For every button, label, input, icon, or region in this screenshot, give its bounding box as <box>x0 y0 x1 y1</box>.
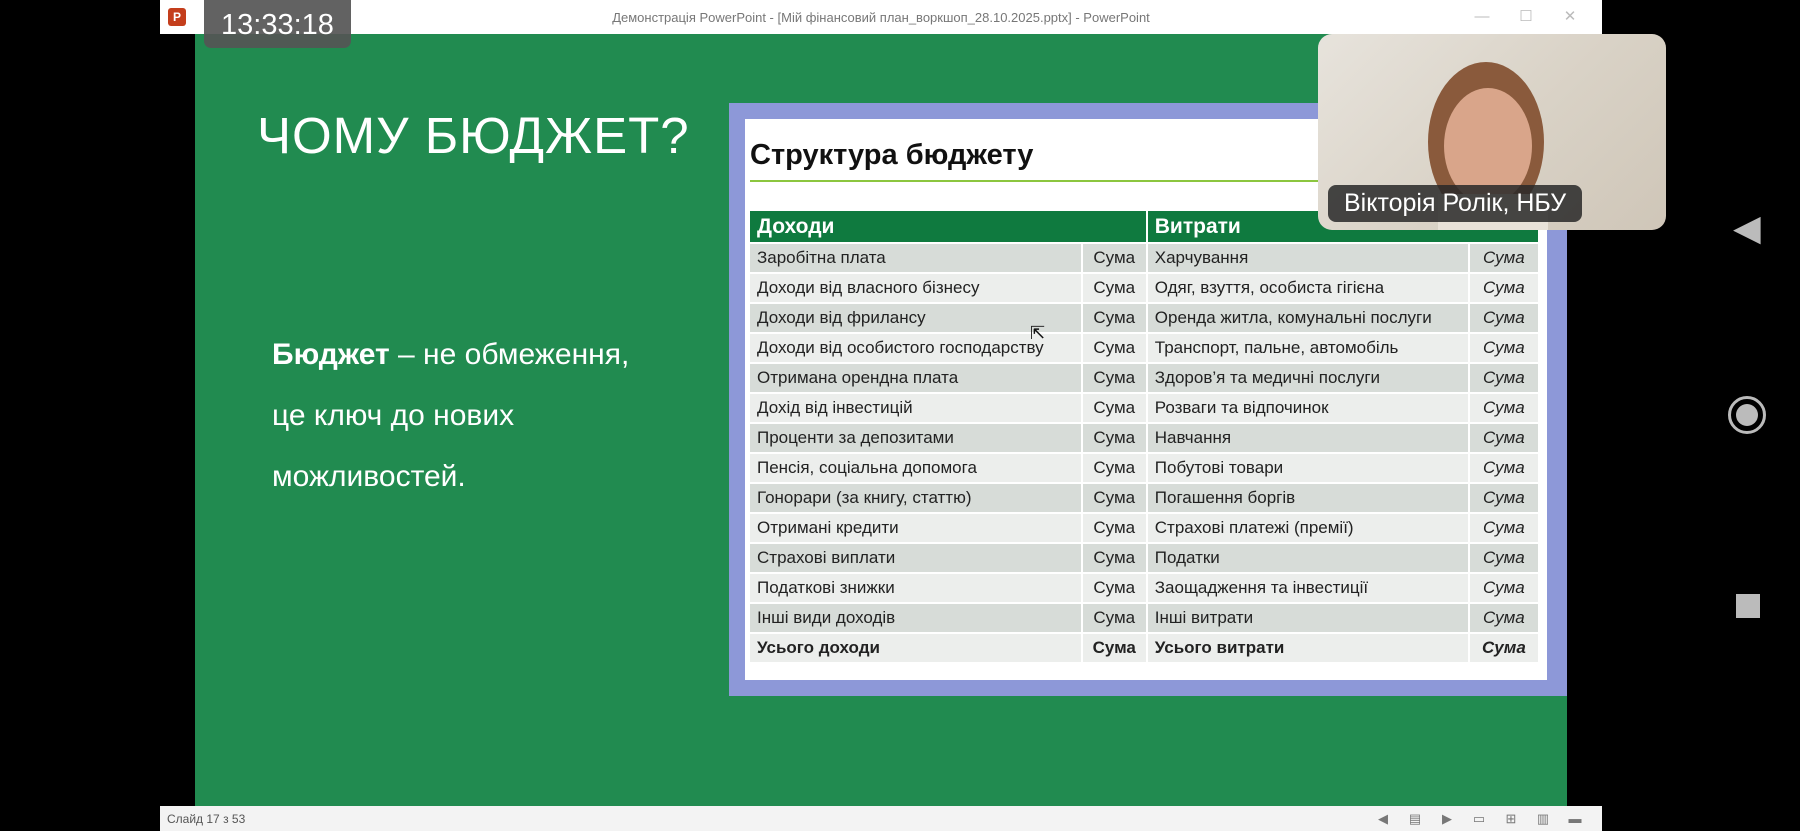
income-item: Доходи від фрилансу <box>750 304 1081 332</box>
table-row <box>750 604 1538 632</box>
expense-item: Транспорт, пальне, автомобіль <box>1148 334 1468 362</box>
income-amount: Сума <box>1083 454 1146 482</box>
table-row <box>750 454 1538 482</box>
expense-total-amount: Сума <box>1470 634 1538 662</box>
income-item: Гонорари (за книгу, статтю) <box>750 484 1081 512</box>
income-amount: Сума <box>1083 364 1146 392</box>
income-amount: Сума <box>1083 244 1146 272</box>
expense-item: Здоров’я та медичні послуги <box>1148 364 1468 392</box>
income-item: Доходи від особистого господарству <box>750 334 1081 362</box>
income-amount: Сума <box>1083 424 1146 452</box>
budget-table <box>748 209 1540 664</box>
income-total-label: Усього доходи <box>750 634 1081 662</box>
expense-item: Харчування <box>1148 244 1468 272</box>
slide-sorter-icon[interactable]: ▤ <box>1408 811 1422 826</box>
income-item: Страхові виплати <box>750 544 1081 572</box>
table-row <box>750 394 1538 422</box>
back-icon[interactable]: ◀ <box>1733 207 1761 248</box>
android-navigation-bar <box>1700 0 1800 831</box>
expense-item: Навчання <box>1148 424 1468 452</box>
slide-body-text <box>272 324 629 507</box>
income-item: Отримані кредити <box>750 514 1081 542</box>
table-row <box>750 334 1538 362</box>
slide-counter: Слайд 17 з 53 <box>167 812 246 826</box>
next-icon[interactable]: ▶ <box>1442 811 1452 826</box>
expense-amount: Сума <box>1470 424 1538 452</box>
expense-amount: Сума <box>1470 334 1538 362</box>
body-line-2: це ключ до нових <box>272 399 515 432</box>
window-controls <box>1460 6 1592 28</box>
expense-item: Інші витрати <box>1148 604 1468 632</box>
income-item: Отримана орендна плата <box>750 364 1081 392</box>
expense-item: Погашення боргів <box>1148 484 1468 512</box>
income-item: Проценти за депозитами <box>750 424 1081 452</box>
mouse-cursor-icon: ⇱ <box>1030 323 1046 343</box>
income-item: Інші види доходів <box>750 604 1081 632</box>
close-button[interactable]: ✕ <box>1563 8 1577 25</box>
slideshow-icon[interactable]: ▬ <box>1568 811 1582 826</box>
table-row <box>750 424 1538 452</box>
income-header: Доходи <box>750 211 1146 242</box>
expense-total-label: Усього витрати <box>1148 634 1468 662</box>
expense-amount: Сума <box>1470 364 1538 392</box>
income-amount: Сума <box>1083 334 1146 362</box>
expense-amount: Сума <box>1470 574 1538 602</box>
table-row <box>750 304 1538 332</box>
status-bar-icons <box>1370 810 1588 828</box>
table-row <box>750 244 1538 272</box>
table-row <box>750 364 1538 392</box>
expense-amount: Сума <box>1470 544 1538 572</box>
budget-table-heading: Структура бюджету <box>750 139 1034 171</box>
recents-icon[interactable] <box>1736 594 1760 618</box>
income-amount: Сума <box>1083 604 1146 632</box>
income-amount: Сума <box>1083 544 1146 572</box>
slide-title: ЧОМУ БЮДЖЕТ? <box>257 107 690 164</box>
expense-amount: Сума <box>1470 304 1538 332</box>
income-total-amount: Сума <box>1083 634 1146 662</box>
table-row <box>750 484 1538 512</box>
body-bold-word: Бюджет <box>272 338 390 371</box>
minimize-button[interactable]: — <box>1474 8 1490 25</box>
participant-name-tag: Вікторія Ролік, НБУ <box>1328 185 1582 222</box>
expense-item: Податки <box>1148 544 1468 572</box>
table-row <box>750 514 1538 542</box>
expense-amount: Сума <box>1470 604 1538 632</box>
expense-header: Витрати <box>1148 211 1538 242</box>
expense-amount: Сума <box>1470 514 1538 542</box>
income-amount: Сума <box>1083 304 1146 332</box>
table-row <box>750 544 1538 572</box>
income-item: Пенсія, соціальна допомога <box>750 454 1081 482</box>
expense-item: Одяг, взуття, особиста гігієна <box>1148 274 1468 302</box>
grid-view-icon[interactable]: ⊞ <box>1505 811 1517 826</box>
expense-amount: Сума <box>1470 394 1538 422</box>
total-row <box>750 634 1538 662</box>
reading-view-icon[interactable]: ▥ <box>1536 811 1550 826</box>
expense-amount: Сума <box>1470 274 1538 302</box>
table-row <box>750 274 1538 302</box>
maximize-button[interactable]: ☐ <box>1519 8 1533 25</box>
window-title: Демонстрація PowerPoint - [Мій фінансовий план_воркшоп_28.10.2025.pptx] - PowerPoint <box>612 10 1150 25</box>
income-amount: Сума <box>1083 514 1146 542</box>
income-item: Податкові знижки <box>750 574 1081 602</box>
normal-view-icon[interactable]: ▭ <box>1472 811 1486 826</box>
status-bar <box>160 806 1602 831</box>
clock: 13:33:18 <box>204 0 351 48</box>
expense-amount: Сума <box>1470 484 1538 512</box>
income-amount: Сума <box>1083 394 1146 422</box>
income-amount: Сума <box>1083 274 1146 302</box>
income-item: Заробітна плата <box>750 244 1081 272</box>
expense-item: Розваги та відпочинок <box>1148 394 1468 422</box>
income-item: Дохід від інвестицій <box>750 394 1081 422</box>
expense-item: Побутові товари <box>1148 454 1468 482</box>
expense-amount: Сума <box>1470 244 1538 272</box>
income-item: Доходи від власного бізнесу <box>750 274 1081 302</box>
title-bar <box>160 0 1602 34</box>
body-line-3: можливостей. <box>272 460 466 493</box>
table-row <box>750 574 1538 602</box>
income-amount: Сума <box>1083 574 1146 602</box>
previous-icon[interactable]: ◀ <box>1378 811 1388 826</box>
expense-item: Оренда житла, комунальні послуги <box>1148 304 1468 332</box>
expense-amount: Сума <box>1470 454 1538 482</box>
expense-item: Страхові платежі (премії) <box>1148 514 1468 542</box>
body-line-1: – не обмеження, <box>389 338 630 371</box>
income-amount: Сума <box>1083 484 1146 512</box>
participant-video[interactable] <box>1318 34 1666 230</box>
expense-item: Заощадження та інвестиції <box>1148 574 1468 602</box>
powerpoint-app-icon[interactable]: P <box>168 8 186 26</box>
home-icon[interactable] <box>1728 396 1766 434</box>
